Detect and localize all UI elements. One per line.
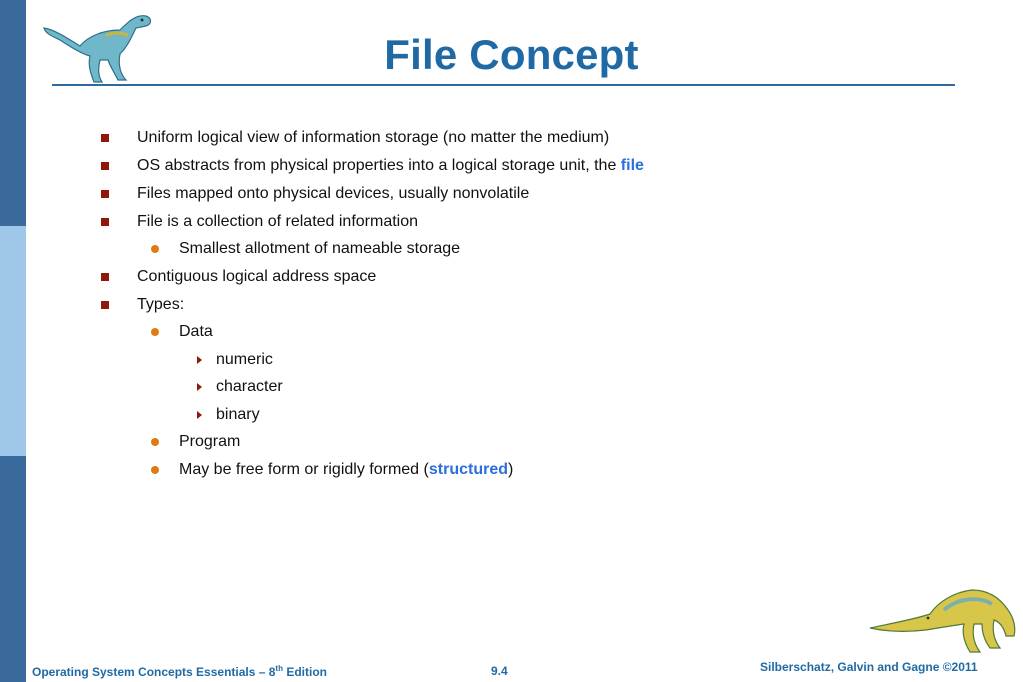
bullet-text: character	[216, 378, 283, 395]
bullet-text: Files mapped onto physical devices, usually nonvolatile	[137, 185, 530, 202]
sub-bullet-item	[179, 322, 213, 342]
bullet-item	[137, 267, 376, 287]
sub-bullet-item	[179, 239, 460, 259]
circle-bullet-icon	[151, 245, 159, 253]
bullet-text-suffix: )	[507, 461, 514, 478]
sub-bullet-item	[179, 460, 513, 480]
bullet-item	[137, 212, 418, 232]
bullet-text: Data	[179, 323, 213, 340]
sidebar-light-band	[0, 226, 26, 456]
dinosaur-icon	[868, 584, 1018, 656]
slide-title: File Concept	[384, 31, 639, 78]
square-bullet-icon	[101, 134, 109, 142]
bullet-text: numeric	[216, 351, 273, 368]
bullet-text: Smallest allotment of nameable storage	[179, 240, 461, 257]
keyword-structured: structured	[428, 461, 508, 478]
square-bullet-icon	[101, 301, 109, 309]
left-sidebar-band	[0, 0, 26, 682]
bullet-text: Uniform logical view of information storage (no matter the medium)	[137, 129, 610, 146]
title-divider	[52, 84, 955, 86]
square-bullet-icon	[101, 273, 109, 281]
sub-sub-bullet-item	[216, 405, 260, 425]
bullet-item	[137, 295, 184, 315]
footer-course-title	[32, 664, 327, 679]
keyword-file: file	[620, 157, 644, 174]
footer-title-text: Operating System Concepts Essentials – 8	[32, 665, 276, 679]
bullet-text: binary	[216, 406, 260, 423]
square-bullet-icon	[101, 162, 109, 170]
circle-bullet-icon	[151, 328, 159, 336]
circle-bullet-icon	[151, 466, 159, 474]
sub-bullet-item	[179, 432, 240, 452]
square-bullet-icon	[101, 218, 109, 226]
bullet-text: OS abstracts from physical properties into a logical storage unit, the	[137, 157, 621, 174]
triangle-bullet-icon	[197, 411, 202, 419]
triangle-bullet-icon	[197, 383, 202, 391]
bullet-item	[137, 184, 529, 204]
footer-authors: Silberschatz, Galvin and Gagne ©2011	[760, 660, 978, 674]
sub-sub-bullet-item	[216, 377, 283, 397]
bullet-item	[137, 156, 644, 176]
bullet-text: File is a collection of related information	[137, 213, 419, 230]
bullet-text: Program	[179, 433, 241, 450]
bullet-item	[137, 128, 609, 148]
square-bullet-icon	[101, 190, 109, 198]
bullet-text: Contiguous logical address space	[137, 268, 377, 285]
page-number: 9.4	[491, 664, 508, 678]
footer-title-sup: th	[275, 664, 283, 673]
circle-bullet-icon	[151, 438, 159, 446]
triangle-bullet-icon	[197, 356, 202, 364]
sub-sub-bullet-item	[216, 350, 273, 370]
bullet-text: May be free form or rigidly formed (	[179, 461, 429, 478]
footer-title-suffix: Edition	[282, 665, 327, 679]
bullet-text: Types:	[137, 296, 185, 313]
